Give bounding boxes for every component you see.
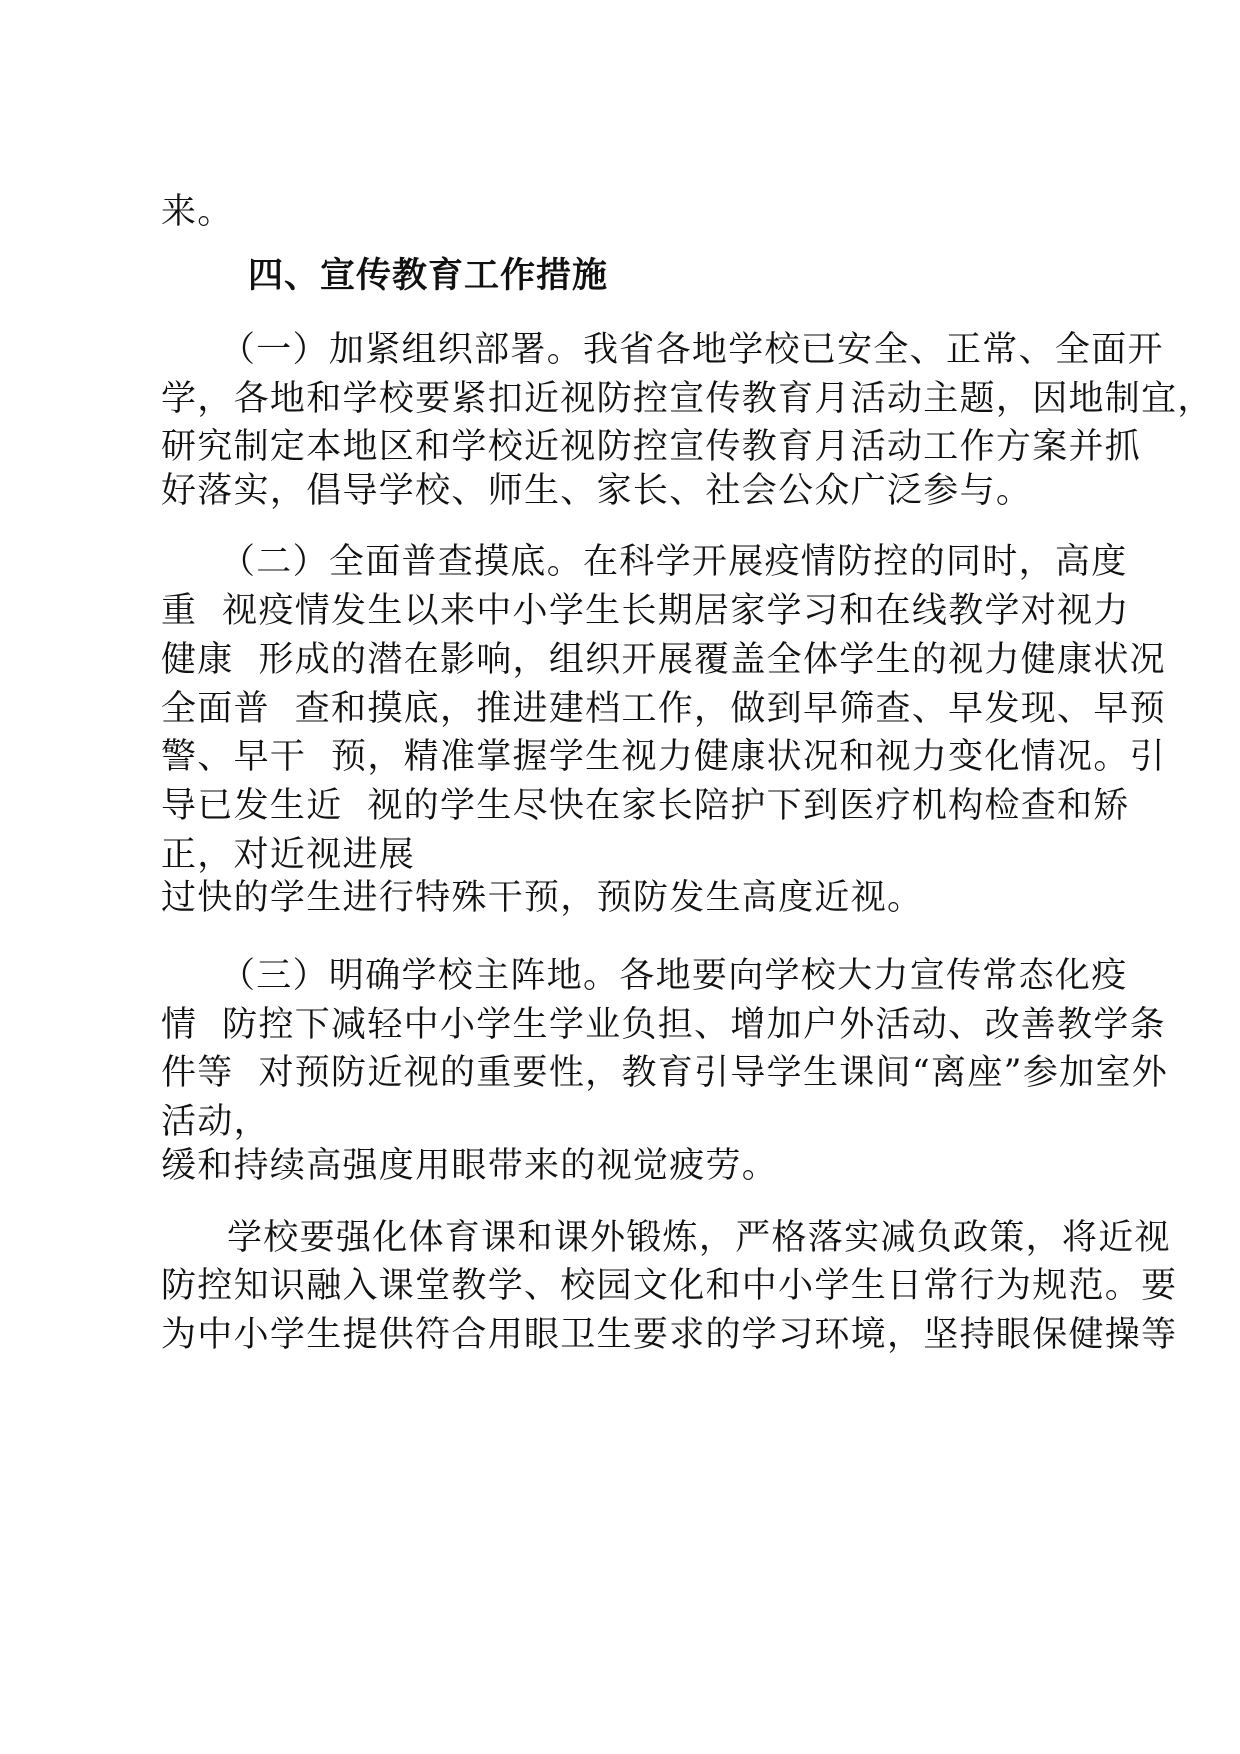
paragraph-line: 健康 形成的潜在影响，组织开展覆盖全体学生的视力健康状况 (161, 640, 1166, 680)
paragraph-line: 防控知识融入课堂教学、校园文化和中小学生日常行为规范。要 (161, 1266, 1178, 1306)
paragraph-line: 正，对近视进展 (161, 835, 416, 875)
paragraph-line: 过快的学生进行特殊干预，预防发生高度近视。 (161, 878, 924, 918)
paragraph-line: 警、早干 预，精准掌握学生视力健康状况和视力变化情况。引 (161, 737, 1166, 777)
paragraph-line: 重 视疫情发生以来中小学生长期居家学习和在线教学对视力 (161, 591, 1130, 631)
paragraph-line: 活动， (161, 1102, 270, 1142)
paragraph-line: 件等 对预防近视的重要性，教育引导学生课间“离座”参加室外 (161, 1053, 1169, 1093)
paragraph-line: 为中小学生提供符合用眼卫生要求的学习环境，坚持眼保健操等 (161, 1315, 1178, 1355)
section-heading: 四、宣传教育工作措施 (248, 256, 609, 296)
paragraph-line: 导已发生近 视的学生尽快在家长陪护下到医疗机构检查和矫 (161, 786, 1130, 826)
paragraph-line: 情 防控下减轻中小学生学业负担、增加户外活动、改善教学条 (161, 1005, 1166, 1045)
paragraph-line: （二）全面普查摸底。在科学开展疫情防控的同时，高度 (220, 542, 1128, 582)
paragraph-line: （一）加紧组织部署。我省各地学校已安全、正常、全面开 (220, 330, 1164, 370)
paragraph-line: 全面普 查和摸底，推进建档工作，做到早筛查、早发现、早预 (161, 689, 1166, 729)
paragraph-line: （三）明确学校主阵地。各地要向学校大力宣传常态化疫 (220, 956, 1128, 996)
paragraph-line: 缓和持续高强度用眼带来的视觉疲劳。 (161, 1146, 779, 1186)
paragraph-line: 好落实，倡导学校、师生、家长、社会公众广泛参与。 (161, 471, 1033, 511)
paragraph-line: 学校要强化体育课和课外锻炼，严格落实减负政策，将近视 (227, 1218, 1171, 1258)
paragraph-line: 学，各地和学校要紧扣近视防控宣传教育月活动主题，因地制宜， (161, 379, 1214, 419)
top-fragment-text: 来。 (161, 192, 234, 232)
paragraph-line: 研究制定本地区和学校近视防控宣传教育月活动工作方案并抓 (161, 427, 1142, 467)
